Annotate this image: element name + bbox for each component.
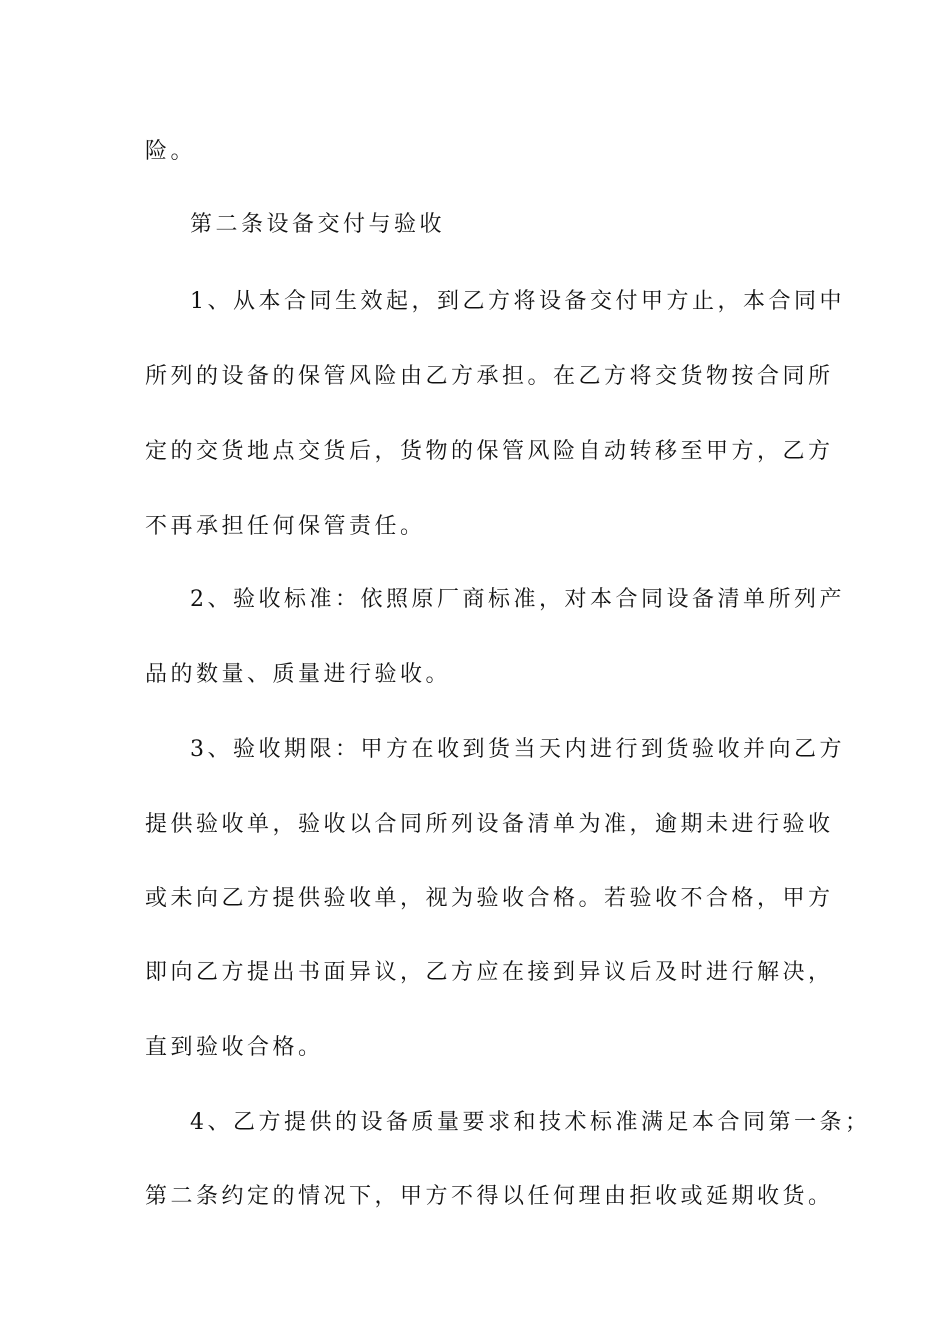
text-line: 或未向乙方提供验收单，视为验收合格。若验收不合格，甲方 bbox=[145, 886, 834, 911]
text-line: 不再承担任何保管责任。 bbox=[145, 514, 426, 539]
text-line: 第二条约定的情况下，甲方不得以任何理由拒收或延期收货。 bbox=[145, 1184, 834, 1209]
text-line: 提供验收单，验收以合同所列设备清单为准，逾期未进行验收 bbox=[145, 812, 834, 837]
text-line: 1、从本合同生效起，到乙方将设备交付甲方止，本合同中 bbox=[190, 289, 845, 314]
text-line: 所列的设备的保管风险由乙方承担。在乙方将交货物按合同所 bbox=[145, 364, 834, 389]
text-line: 直到验收合格。 bbox=[145, 1035, 324, 1060]
text-line: 4、乙方提供的设备质量要求和技术标准满足本合同第一条； bbox=[190, 1110, 871, 1135]
text-line: 2、验收标准：依照原厂商标准，对本合同设备清单所列产 bbox=[190, 587, 845, 612]
text-line: 定的交货地点交货后，货物的保管风险自动转移至甲方，乙方 bbox=[145, 439, 834, 464]
text-line: 3、验收期限：甲方在收到货当天内进行到货验收并向乙方 bbox=[190, 737, 845, 762]
section-heading: 第二条设备交付与验收 bbox=[190, 212, 446, 237]
text-line: 即向乙方提出书面异议，乙方应在接到异议后及时进行解决， bbox=[145, 960, 834, 985]
text-line: 险。 bbox=[145, 139, 197, 164]
text-line: 品的数量、质量进行验收。 bbox=[145, 662, 452, 687]
